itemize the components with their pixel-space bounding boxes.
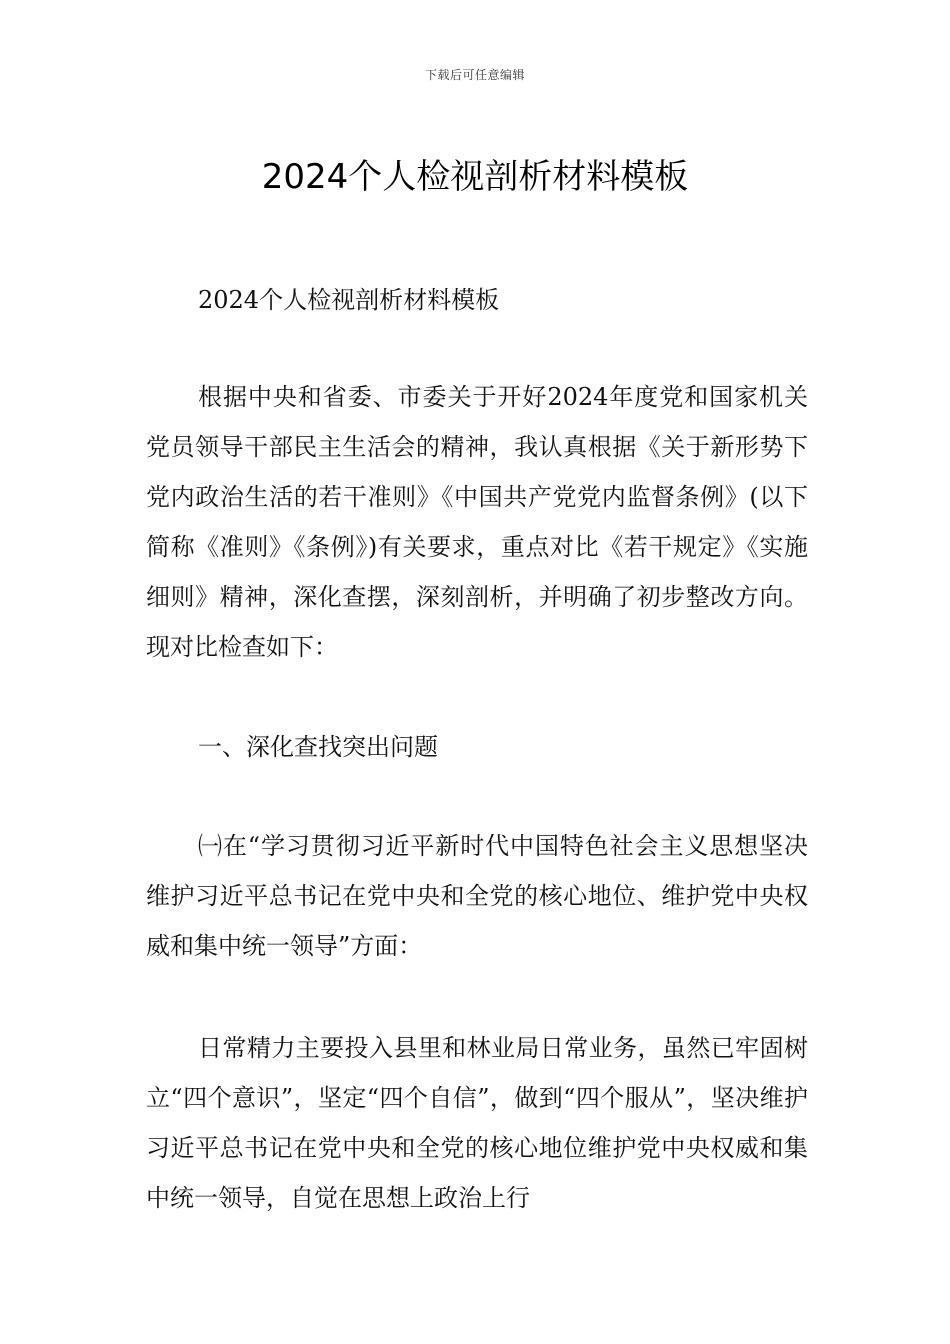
body-paragraph: 日常精力主要投入县里和林业局日常业务，虽然已牢固树立“四个意识”，坚定“四个自信”，做到“四个服从”，坚决维护习近平总书记在党中央和全党的核心地位维护党中央权威和集中统一领导，自觉在思想上政治上行 [146,1034,808,1212]
document-title: 2024个人检视剖析材料模板 [261,156,689,197]
intro-paragraph: 根据中央和省委、市委关于开好2024年度党和国家机关党员领导干部民主生活会的精神，我认真根据《关于新形势下党内政治生活的若干准则》《中国共产党党内监督条例》(以下简称《准则》《条例》)有关要求，重点对比《若干规定》《实施细则》精神，深化查摆，深刻剖析，并明确了初步整改方向。现对比检查如下： [146,383,808,661]
item-heading: ㈠在“学习贯彻习近平新时代中国特色社会主义思想坚决维护习近平总书记在党中央和全党的核心地位、维护党中央权威和集中统一领导”方面： [146,832,808,960]
section-heading: 一、深化查找突出问题 [198,733,438,761]
header-note: 下载后可任意编辑 [424,68,525,82]
document-subtitle: 2024个人检视剖析材料模板 [198,286,500,314]
